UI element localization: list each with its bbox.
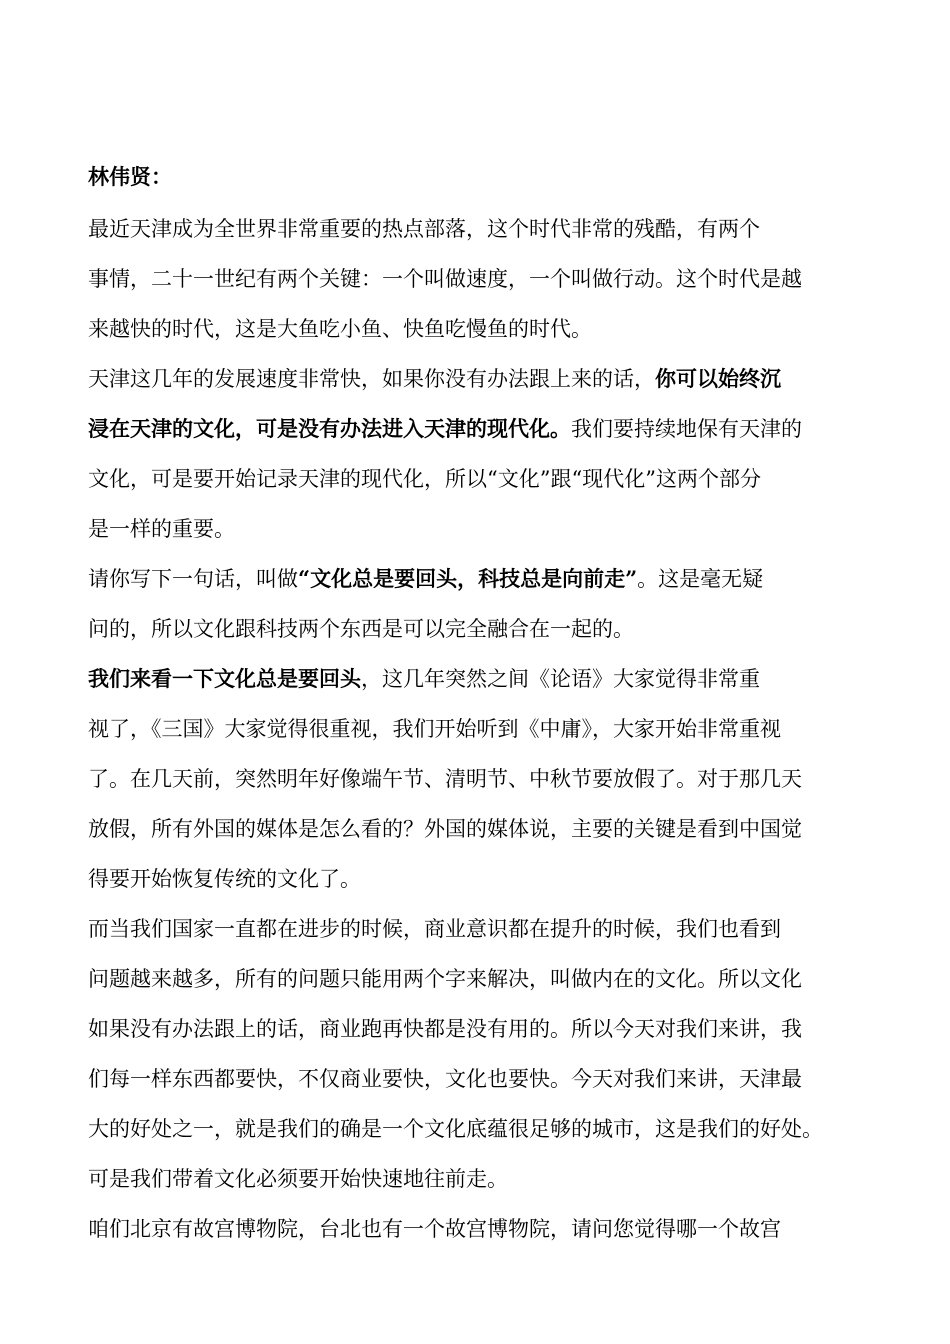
- text-line: [88, 1214, 781, 1244]
- text-line: [88, 914, 781, 944]
- text-line: [88, 1114, 823, 1144]
- text-segment: 是一样的重要。: [88, 517, 235, 541]
- speaker-label: 林伟贤：: [88, 164, 172, 189]
- text-line: [88, 1014, 802, 1044]
- text-segment: 来越快的时代，这是大鱼吃小鱼、快鱼吃慢鱼的时代。: [88, 317, 592, 341]
- text-segment: 最近天津成为全世界非常重要的热点部落，这个时代非常的残酷，有两个: [88, 217, 760, 241]
- text-line: [88, 964, 802, 994]
- text-line: [88, 814, 802, 844]
- text-line: [88, 314, 592, 344]
- text-line: [88, 764, 802, 794]
- text-segment: 视了，《三国》大家觉得很重视，我们开始听到《中庸》，大家开始非常重视: [88, 717, 781, 741]
- text-segment: 可是我们带着文化必须要开始快速地往前走。: [88, 1167, 508, 1191]
- text-line: [88, 864, 361, 894]
- text-segment: ，这几年突然之间《论语》大家觉得非常重: [361, 667, 760, 691]
- text-line: [88, 664, 760, 694]
- text-segment: 如果没有办法跟上的话，商业跑再快都是没有用的。所以今天对我们来讲，我: [88, 1017, 802, 1041]
- text-segment: 而当我们国家一直都在进步的时候，商业意识都在提升的时候，我们也看到: [88, 917, 781, 941]
- text-line: [88, 1064, 802, 1094]
- text-line: [88, 564, 763, 594]
- text-line: [88, 714, 781, 744]
- bold-text-segment: 你可以始终沉: [655, 366, 781, 391]
- bold-text-segment: “文化总是要回头，科技总是向前走”: [298, 566, 638, 591]
- text-line: [88, 464, 761, 494]
- text-segment: 请你写下一句话，叫做: [88, 567, 298, 591]
- bold-text-segment: 浸在天津的文化，可是没有办法进入天津的现代化。: [88, 416, 571, 441]
- text-segment: 咱们北京有故宫博物院，台北也有一个故宫博物院，请问您觉得哪一个故宫: [88, 1217, 781, 1241]
- text-line: [88, 414, 802, 444]
- bold-text-segment: 我们来看一下文化总是要回头: [88, 666, 361, 691]
- text-segment: 。这是毫无疑: [637, 567, 764, 591]
- text-line: [88, 1164, 508, 1194]
- text-segment: 文化，可是要开始记录天津的现代化，所以“文化”跟“现代化”这两个部分: [88, 467, 761, 491]
- text-segment: 们每一样东西都要快，不仅商业要快，文化也要快。今天对我们来讲，天津最: [88, 1067, 802, 1091]
- text-line: [88, 514, 235, 544]
- text-line: [88, 264, 802, 294]
- text-segment: 大的好处之一，就是我们的确是一个文化底蕴很足够的城市，这是我们的好处。: [88, 1117, 823, 1141]
- text-segment: 得要开始恢复传统的文化了。: [88, 867, 361, 891]
- text-line: [88, 364, 781, 394]
- text-segment: 我们要持续地保有天津的: [571, 417, 802, 441]
- text-segment: 了。在几天前，突然明年好像端午节、清明节、中秋节要放假了。对于那几天: [88, 767, 802, 791]
- text-line: [88, 614, 634, 644]
- text-segment: 天津这几年的发展速度非常快，如果你没有办法跟上来的话，: [88, 367, 655, 391]
- text-segment: 放假，所有外国的媒体是怎么看的？外国的媒体说，主要的关键是看到中国觉: [88, 817, 802, 841]
- text-line: [88, 214, 760, 244]
- text-segment: 问题越来越多，所有的问题只能用两个字来解决，叫做内在的文化。所以文化: [88, 967, 802, 991]
- text-segment: 问的，所以文化跟科技两个东西是可以完全融合在一起的。: [88, 617, 634, 641]
- text-segment: 事情，二十一世纪有两个关键：一个叫做速度，一个叫做行动。这个时代是越: [88, 267, 802, 291]
